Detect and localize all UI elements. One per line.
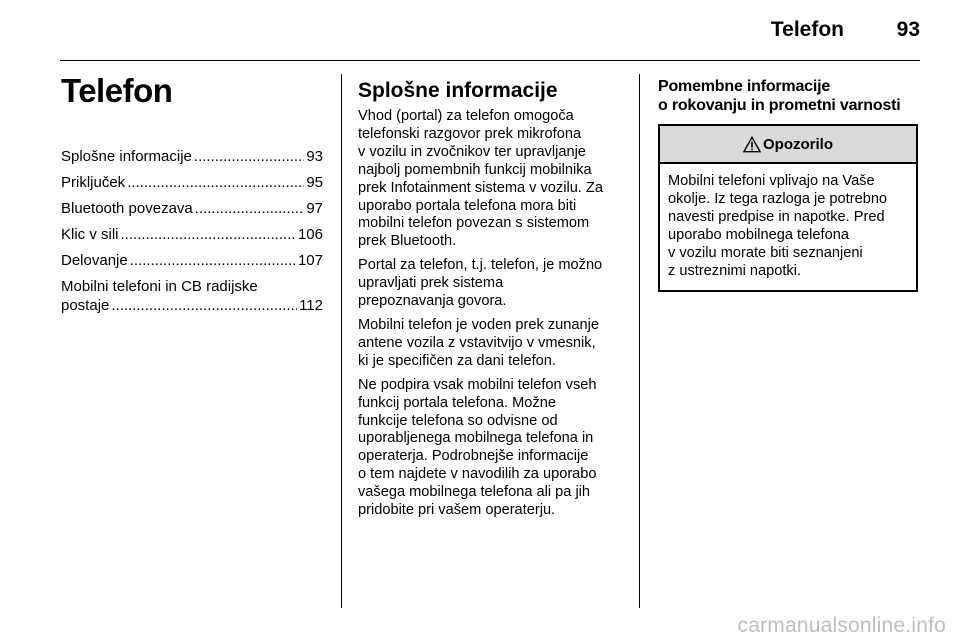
safety-column — [658, 77, 920, 292]
toc-entry[interactable] — [61, 251, 323, 270]
toc-page: 106 — [297, 226, 323, 243]
warning-header — [660, 126, 916, 164]
warning-text: Mobilni telefoni vplivajo na Vaše okolje. Iz tega razloga je potrebno navesti predpise in napotke. Pred uporabo mobilnega telefona v vozilu morate biti seznanjeni z ustreznimi napotki. — [668, 173, 888, 279]
page-header — [0, 0, 960, 62]
toc-page: 97 — [306, 200, 323, 217]
column-divider — [341, 74, 342, 608]
toc-column — [61, 68, 323, 322]
paragraph: Portal za telefon, t.j. telefon, je možno upravljati prek sistema prepoznavanja govora. — [358, 257, 603, 310]
watermark: carmanualsonline.info — [737, 614, 946, 637]
toc-page: 93 — [306, 148, 323, 165]
section-title: Splošne informacije — [358, 79, 558, 102]
toc-label: Bluetooth povezava — [61, 200, 193, 217]
column-divider — [639, 74, 640, 608]
paragraph: Ne podpira vsak mobilni telefon vseh funkcij portala telefona. Možne funkcije telefona so odvisne od uporabljenega mobilnega telefona in operaterja. Podrobnejše informacije o tem najdete v navodilih za uporabo vašega mobilnega telefona ali pa jih pridobite pri vašem operaterju. — [358, 376, 597, 519]
subsection-title: Pomembne informacije o rokovanju in prometni varnosti — [658, 78, 901, 114]
toc-page: 107 — [297, 252, 323, 269]
toc-page: 112 — [299, 297, 323, 314]
paragraph: Vhod (portal) za telefon omogoča telefonski razgovor prek mikrofona v vozilu in zvočnikov ter upravljanje najbolj pomembnih funkcij mobilnika prek Infotainment sistema v vozilu. Za uporabo portala telefona mora biti mobilni telefon povezan s sistemom prek Bluetooth. — [358, 108, 603, 250]
toc-leader — [111, 296, 297, 315]
toc-leader — [130, 251, 296, 270]
toc-label: Splošne informacije — [61, 148, 192, 165]
warning-heading: Opozorilo — [763, 135, 833, 153]
header-rule — [60, 60, 920, 61]
warning-triangle-icon — [743, 136, 761, 153]
paragraph: Mobilni telefon je voden prek zunanje antene vozila z vstavitvijo v vmesnik, ki je specifičen za dani telefon. — [358, 316, 599, 369]
general-info-column — [358, 78, 624, 526]
toc-label: postaje — [61, 297, 110, 314]
header-title: Telefon — [770, 18, 844, 41]
table-of-contents — [61, 147, 323, 315]
warning-box — [658, 124, 918, 292]
toc-label: Priključek — [61, 174, 126, 191]
toc-leader — [194, 147, 304, 166]
toc-label: Klic v sili — [61, 226, 119, 243]
toc-entry[interactable] — [61, 173, 323, 192]
toc-label-line: Mobilni telefoni in CB radijske — [61, 278, 258, 295]
toc-page: 95 — [306, 174, 323, 191]
toc-leader — [195, 199, 305, 218]
toc-leader — [127, 173, 304, 192]
toc-entry[interactable] — [61, 225, 323, 244]
toc-entry[interactable] — [61, 147, 323, 166]
toc-entry[interactable] — [61, 277, 323, 315]
toc-label: Delovanje — [61, 252, 128, 269]
chapter-title: Telefon — [61, 72, 173, 109]
toc-entry[interactable] — [61, 199, 323, 218]
toc-leader — [121, 225, 296, 244]
page-number: 93 — [896, 18, 920, 41]
